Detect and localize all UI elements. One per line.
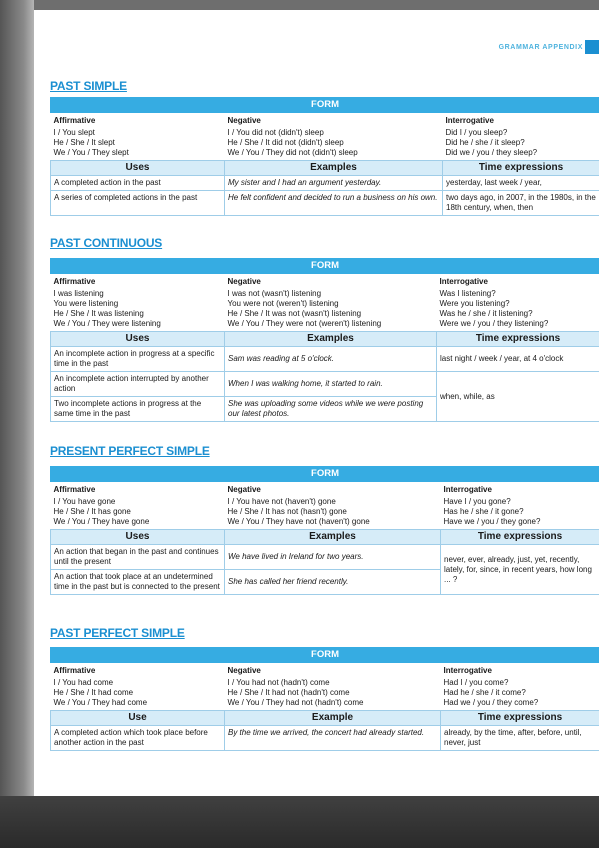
time-cell: never, ever, already, just, yet, recently, lately, for, since, in recent years, how long ... ?	[441, 545, 599, 595]
example-cell: He felt confident and decided to run a business on his own.	[225, 191, 443, 216]
affirmative-label: Affirmative	[53, 485, 96, 494]
uses-header: Uses	[51, 530, 225, 545]
affirmative-cell	[51, 482, 225, 530]
affirmative-cell	[51, 663, 225, 711]
interrogative-label: Interrogative	[439, 277, 488, 286]
form-line: I / You have gone	[53, 497, 116, 506]
form-line: Has he / she / it gone?	[443, 507, 524, 516]
affirmative-label: Affirmative	[53, 116, 96, 125]
scanner-bottom-edge	[0, 796, 599, 848]
interrogative-cell	[441, 482, 599, 530]
time-expressions-header: Time expressions	[443, 161, 599, 176]
examples-header: Examples	[225, 332, 437, 347]
form-line: We / You / They were listening	[53, 319, 161, 328]
use-cell: An incomplete action in progress at a specific time in the past	[51, 347, 225, 372]
time-expressions-header: Time expressions	[441, 530, 599, 545]
time-cell: last night / week / year, at 4 o'clock	[437, 347, 599, 372]
form-line: We / You / They were not (weren't) listening	[227, 319, 382, 328]
negative-label: Negative	[227, 485, 261, 494]
appendix-tab	[585, 40, 599, 54]
form-line: Were we / you / they listening?	[439, 319, 549, 328]
example-cell: She has called her friend recently.	[225, 570, 441, 595]
interrogative-label: Interrogative	[443, 666, 492, 675]
time-cell: two days ago, in 2007, in the 1980s, in the 18th century, when, then	[443, 191, 599, 216]
interrogative-label: Interrogative	[445, 116, 494, 125]
negative-label: Negative	[227, 666, 261, 675]
section-title-present-perfect-simple: PRESENT PERFECT SIMPLE	[50, 444, 210, 458]
form-line: I / You did not (didn't) sleep	[227, 128, 324, 137]
example-cell: My sister and I had an argument yesterday.	[225, 176, 443, 191]
example-cell: Sam was reading at 5 o'clock.	[225, 347, 437, 372]
form-line: He / She / It had not (hadn't) come	[227, 688, 350, 697]
table-past-continuous	[50, 258, 599, 422]
time-expressions-header: Time expressions	[437, 332, 599, 347]
table-past-perfect-simple	[50, 647, 599, 751]
use-cell: An action that took place at an undetermined time in the past but is connected to the present	[51, 570, 225, 595]
affirmative-label: Affirmative	[53, 666, 96, 675]
interrogative-label: Interrogative	[443, 485, 492, 494]
affirmative-label: Affirmative	[53, 277, 96, 286]
table-row	[51, 372, 599, 397]
use-cell: An incomplete action interrupted by another action	[51, 372, 225, 397]
negative-label: Negative	[227, 277, 261, 286]
form-line: I / You have not (haven't) gone	[227, 497, 336, 506]
form-line: Did we / you / they sleep?	[445, 148, 538, 157]
time-cell: yesterday, last week / year,	[443, 176, 599, 191]
form-line: Was I listening?	[439, 289, 496, 298]
form-line: Had we / you / they come?	[443, 698, 539, 707]
form-line: He / She / It was listening	[53, 309, 144, 318]
form-line: He / She / It has gone	[53, 507, 131, 516]
form-line: He / She / It had come	[53, 688, 134, 697]
example-cell: When I was walking home, it started to rain.	[225, 372, 437, 397]
form-line: He / She / It slept	[53, 138, 115, 147]
form-header: FORM	[51, 648, 599, 663]
table-row	[51, 176, 599, 191]
form-line: Were you listening?	[439, 299, 510, 308]
form-line: Had I / you come?	[443, 678, 509, 687]
form-line: We / You / They did not (didn't) sleep	[227, 148, 358, 157]
grammar-appendix-label: GRAMMAR APPENDIX	[498, 44, 583, 51]
negative-label: Negative	[227, 116, 261, 125]
example-cell: By the time we arrived, the concert had already started.	[225, 726, 441, 751]
use-cell: A completed action which took place before another action in the past	[51, 726, 225, 751]
use-cell: A series of completed actions in the past	[51, 191, 225, 216]
form-line: I was listening	[53, 289, 104, 298]
section-title-past-perfect-simple: PAST PERFECT SIMPLE	[50, 626, 185, 640]
form-header: FORM	[51, 259, 599, 274]
time-cell: already, by the time, after, before, until, never, just	[441, 726, 599, 751]
section-title-past-simple: PAST SIMPLE	[50, 79, 127, 93]
form-line: Did he / she / it sleep?	[445, 138, 525, 147]
uses-header: Uses	[51, 161, 225, 176]
negative-cell	[225, 663, 441, 711]
negative-cell	[225, 482, 441, 530]
interrogative-cell	[443, 113, 599, 161]
example-cell: She was uploading some videos while we were posting our latest photos.	[225, 397, 437, 422]
form-line: We / You / They have gone	[53, 517, 150, 526]
form-header: FORM	[51, 98, 599, 113]
table-row	[51, 191, 599, 216]
form-line: Have I / you gone?	[443, 497, 511, 506]
form-line: I / You slept	[53, 128, 95, 137]
table-row	[51, 545, 599, 570]
examples-header: Examples	[225, 530, 441, 545]
example-cell: We have lived in Ireland for two years.	[225, 545, 441, 570]
time-expressions-header: Time expressions	[441, 711, 599, 726]
form-line: Have we / you / they gone?	[443, 517, 541, 526]
interrogative-cell	[441, 663, 599, 711]
section-title-past-continuous: PAST CONTINUOUS	[50, 236, 163, 250]
form-line: Did I / you sleep?	[445, 128, 508, 137]
use-cell: Two incomplete actions in progress at the same time in the past	[51, 397, 225, 422]
form-line: We / You / They slept	[53, 148, 129, 157]
examples-header: Examples	[225, 161, 443, 176]
form-line: We / You / They have not (haven't) gone	[227, 517, 370, 526]
negative-cell	[225, 274, 437, 332]
form-line: I was not (wasn't) listening	[227, 289, 322, 298]
table-past-simple	[50, 97, 599, 216]
form-line: I / You had not (hadn't) come	[227, 678, 330, 687]
affirmative-cell	[51, 274, 225, 332]
form-line: He / She / It did not (didn't) sleep	[227, 138, 344, 147]
uses-header: Uses	[51, 332, 225, 347]
form-line: We / You / They had not (hadn't) come	[227, 698, 364, 707]
form-line: Was he / she / it listening?	[439, 309, 533, 318]
example-header: Example	[225, 711, 441, 726]
form-line: I / You had come	[53, 678, 114, 687]
form-header: FORM	[51, 467, 599, 482]
time-cell: when, while, as	[437, 372, 599, 422]
use-header: Use	[51, 711, 225, 726]
negative-cell	[225, 113, 443, 161]
form-line: He / She / It was not (wasn't) listening	[227, 309, 362, 318]
table-row	[51, 347, 599, 372]
interrogative-cell	[437, 274, 599, 332]
form-line: Had he / she / it come?	[443, 688, 526, 697]
table-present-perfect-simple	[50, 466, 599, 595]
affirmative-cell	[51, 113, 225, 161]
use-cell: A completed action in the past	[51, 176, 225, 191]
binding-shadow	[0, 0, 34, 848]
form-line: You were not (weren't) listening	[227, 299, 339, 308]
form-line: He / She / It has not (hasn't) gone	[227, 507, 347, 516]
table-row	[51, 726, 599, 751]
use-cell: An action that began in the past and continues until the present	[51, 545, 225, 570]
form-line: You were listening	[53, 299, 119, 308]
form-line: We / You / They had come	[53, 698, 148, 707]
